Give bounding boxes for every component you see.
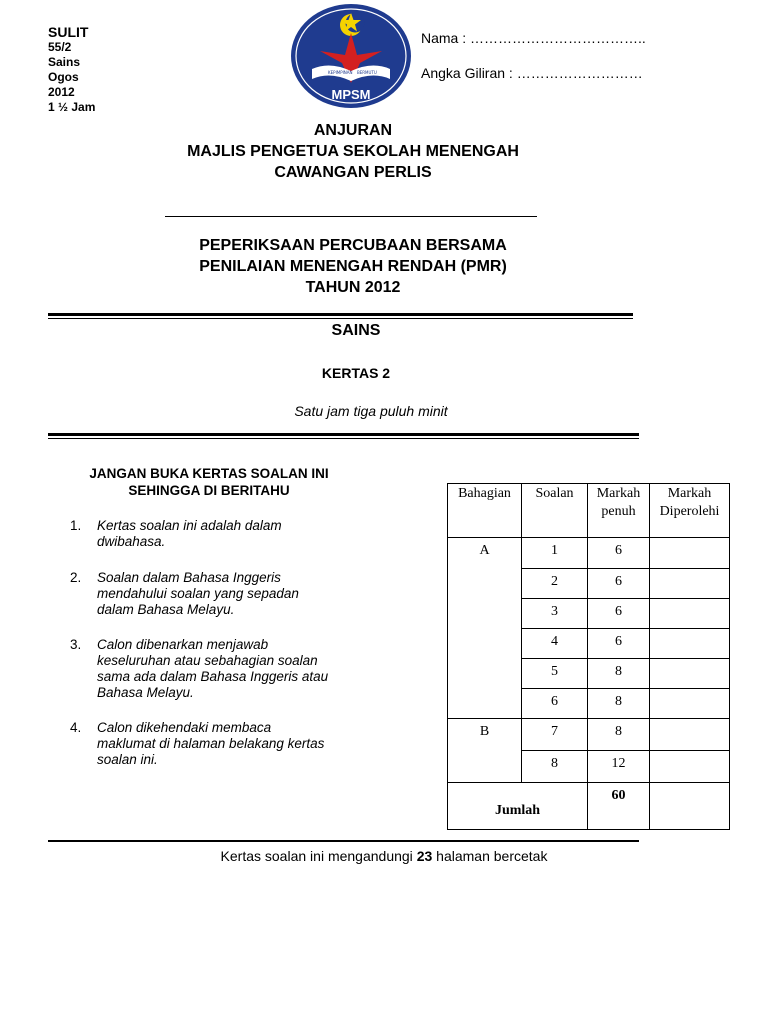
markah-cell: 8 (588, 689, 650, 719)
instruction-line: Bahasa Melayu. (97, 685, 194, 700)
sulit-label: SULIT (48, 24, 89, 40)
total-score-input-cell[interactable] (650, 783, 730, 830)
jumlah-label: Jumlah (448, 783, 588, 830)
instruction-line: soalan ini. (97, 752, 158, 767)
jumlah-value: 60 (588, 783, 650, 830)
logo-band-right-text: BERMUTU (357, 70, 377, 75)
angka-giliran-field[interactable]: Angka Giliran : ……………………… (421, 65, 643, 81)
score-input-cell[interactable] (650, 629, 730, 659)
instruction-line: Calon dikehendaki membaca (97, 720, 272, 735)
instruction-number: 1. (70, 518, 82, 533)
table-header-row (448, 484, 730, 538)
paper-number: KERTAS 2 (321, 365, 391, 381)
markah-cell: 12 (588, 751, 650, 783)
instruction-line: Calon dibenarkan menjawab (97, 637, 269, 652)
soalan-cell: 2 (522, 569, 588, 599)
instruction-line: Soalan dalam Bahasa Inggeris (97, 570, 281, 585)
markah-cell: 6 (588, 538, 650, 569)
instruction-line: mendahului soalan yang sepadan (97, 586, 299, 601)
bahagian-cell: A (448, 538, 522, 719)
soalan-cell: 6 (522, 689, 588, 719)
divider-short (165, 216, 537, 217)
duration-short: 1 ½ Jam (48, 100, 96, 114)
instruction-line: Kertas soalan ini adalah dalam (97, 518, 282, 533)
score-input-cell[interactable] (650, 569, 730, 599)
soalan-cell: 8 (522, 751, 588, 783)
exam-title-line-2: PENILAIAN MENENGAH RENDAH (PMR) (199, 258, 507, 275)
paper-code: 55/2 (48, 40, 72, 54)
markah-cell: 8 (588, 719, 650, 751)
table-total-row (448, 783, 730, 830)
score-input-cell[interactable] (650, 659, 730, 689)
soalan-cell: 3 (522, 599, 588, 629)
exam-title-line-1: PEPERIKSAAN PERCUBAAN BERSAMA (199, 237, 507, 254)
instruction-line: sama ada dalam Bahasa Inggeris atau (97, 669, 329, 684)
divider-thick-mid-1 (48, 433, 639, 436)
score-input-cell[interactable] (650, 538, 730, 569)
organizer-line-1: ANJURAN (313, 122, 393, 139)
footer-text-after: halaman bercetak (432, 848, 548, 864)
soalan-cell: 5 (522, 659, 588, 689)
divider-thick-mid-2 (48, 438, 639, 439)
markah-cell: 6 (588, 569, 650, 599)
instruction-line: dalam Bahasa Melayu. (97, 602, 235, 617)
paper-code-block (48, 24, 95, 115)
markah-cell: 6 (588, 629, 650, 659)
soalan-cell: 4 (522, 629, 588, 659)
organizer-line-3: CAWANGAN PERLIS (274, 164, 432, 181)
warning-line-1: JANGAN BUKA KERTAS SOALAN INI (89, 466, 329, 481)
markah-cell: 8 (588, 659, 650, 689)
organizer-line-2: MAJLIS PENGETUA SEKOLAH MENENGAH (187, 143, 519, 160)
marks-table (447, 483, 730, 830)
warning-line-2: SEHINGGA DI BERITAHU (128, 483, 290, 498)
divider-bottom (48, 840, 639, 842)
score-input-cell[interactable] (650, 599, 730, 629)
divider-thick-top-2 (48, 318, 633, 319)
instruction-line: maklumat di halaman belakang kertas (97, 736, 325, 751)
logo-band-left-text: KEPIMPINAN (328, 70, 353, 75)
instruction-line: keseluruhan atau sebahagian soalan (97, 653, 318, 668)
score-input-cell[interactable] (650, 751, 730, 783)
instruction-number: 2. (70, 570, 82, 585)
header-markah-diperolehi: Markah Diperolehi (650, 484, 730, 538)
score-input-cell[interactable] (650, 689, 730, 719)
table-row (448, 719, 730, 751)
instruction-number: 4. (70, 720, 82, 735)
exam-title-block (0, 235, 706, 298)
table-row (448, 538, 730, 569)
mpsm-crest-icon (290, 3, 412, 109)
footer-page-count: 23 (416, 848, 433, 864)
instruction-line: dwibahasa. (97, 534, 166, 549)
year-label: 2012 (48, 85, 75, 99)
bahagian-cell: B (448, 719, 522, 783)
organizer-block (0, 120, 706, 183)
page-count-footer (0, 848, 768, 864)
warning-block (48, 465, 370, 499)
footer-text-before: Kertas soalan ini mengandungi (220, 848, 417, 864)
duration-text: Satu jam tiga puluh minit (294, 403, 448, 419)
exam-title-line-3: TAHUN 2012 (305, 279, 401, 296)
soalan-cell: 1 (522, 538, 588, 569)
markah-cell: 6 (588, 599, 650, 629)
instruction-number: 3. (70, 637, 82, 652)
logo-text: MPSM (331, 87, 371, 102)
soalan-cell: 7 (522, 719, 588, 751)
nama-field[interactable]: Nama : ……………………………….. (421, 30, 646, 46)
subject-code-label: Sains (48, 55, 81, 69)
month-label: Ogos (48, 70, 79, 84)
header-markah-penuh: Markah penuh (588, 484, 650, 538)
header-bahagian: Bahagian (448, 484, 522, 538)
header-soalan: Soalan (522, 484, 588, 538)
subject-title: SAINS (331, 322, 381, 339)
score-input-cell[interactable] (650, 719, 730, 751)
divider-thick-top-1 (48, 313, 633, 316)
